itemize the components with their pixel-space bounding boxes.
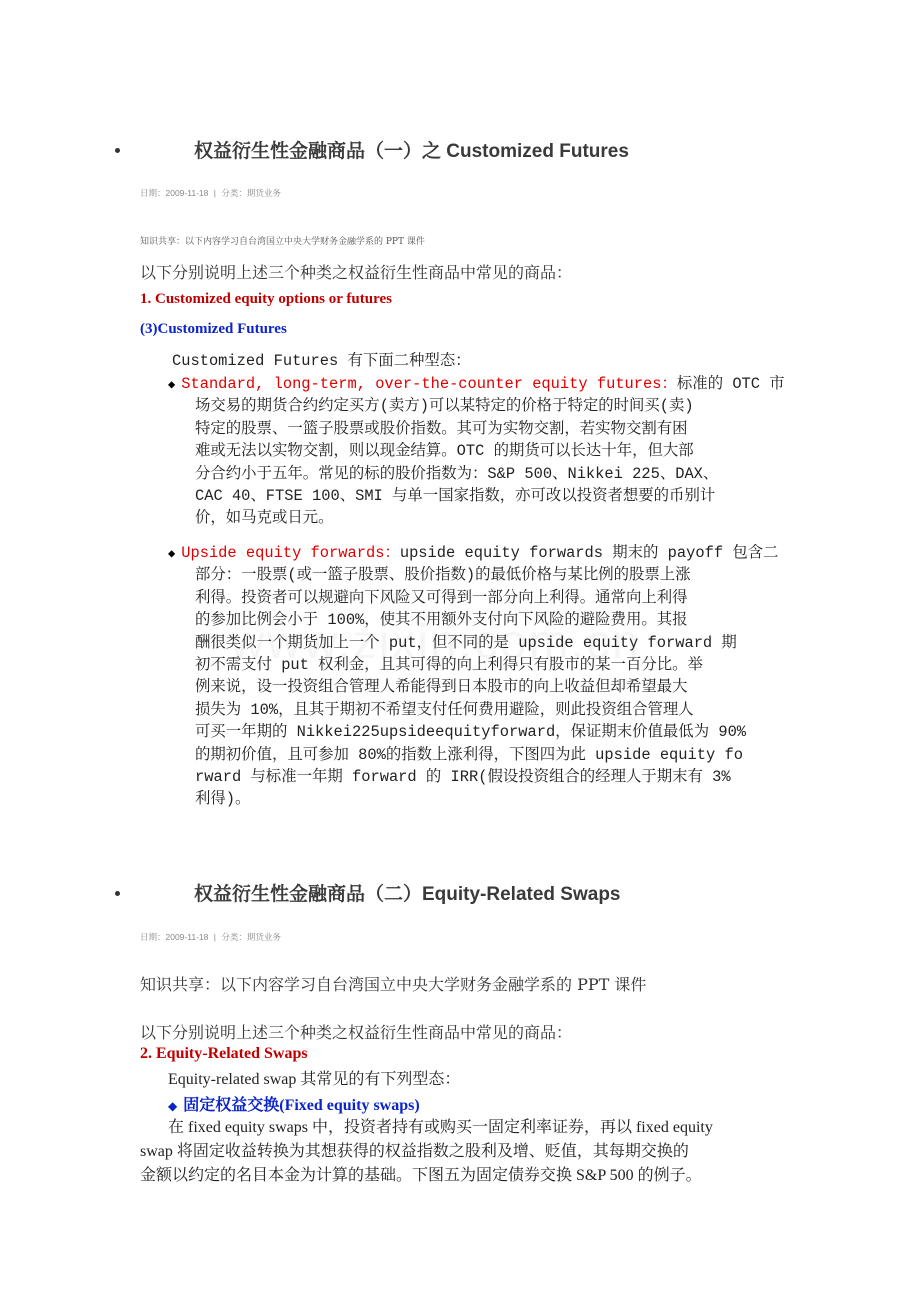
meta-separator: | [213,932,216,942]
post1-item-upside [168,542,808,811]
post-bullet [115,891,120,896]
item-label: 固定权益交换(Fixed equity swaps) [183,1097,420,1114]
diamond-bullet-icon: ◆ [168,547,176,561]
post1-note: 知识共享：以下内容学习自台湾国立中央大学财务金融学系的 PPT 课件 [140,237,425,247]
item-label: Standard, long-term, over-the-counter equity futures： [181,375,677,393]
post1-date: 日期：2009-11-18 [140,188,209,198]
item-line: 可买一年期的 Nikkei225upsideequityforward，保证期末价值最低为 90% [195,723,747,742]
post1-types-intro: Customized Futures 有下面二种型态： [172,352,471,370]
post-bullet [115,148,120,153]
item-line: 初不需支付 put 权利金，且其可得的向上利得只有股市的某一百分比。举 [195,655,703,674]
item-line: 损失为 10%，且其于期初不希望支付任何费用避险，则此投资组合管理人 [195,700,694,719]
post2-para-line: 金额以约定的名目本金为计算的基础。下图五为固定债券交换 S&P 500 的例子。 [140,1167,702,1184]
post2-para-line: swap 将固定收益转换为其想获得的权益指数之股利及增、贬值，其每期交换的 [140,1143,689,1160]
post1-title[interactable]: 权益衍生性金融商品（一）之 Customized Futures [194,141,629,162]
item-line: 利得)。 [195,790,251,809]
item-label: Upside equity forwards： [181,544,400,562]
post1-heading: 1. Customized equity options or futures [140,291,392,307]
item-line: 标准的 OTC 市 [676,375,785,393]
post2-meta [140,931,284,943]
diamond-bullet-icon: ◆ [168,1099,178,1113]
item-line: CAC 40、FTSE 100、SMI 与单一国家指数，亦可改以投资者想要的币别计 [195,486,716,505]
item-line: rward 与标准一年期 forward 的 IRR(假设投资组合的经理人于期末有 3% [195,767,731,786]
item-line: 难或无法以实物交割，则以现金结算。OTC 的期货可以长达十年，但大部 [195,442,694,461]
item-line: 部分：一股票(或一篮子股票、股价指数)的最低价格与某比例的股票上涨 [195,566,691,585]
item-line: 场交易的期货合约约定买方(卖方)可以某特定的价格于特定的时间买(卖) [195,397,694,416]
meta-separator: | [213,188,216,198]
item-line: 例来说，设一投资组合管理人希能得到日本股市的向上收益但却希望最大 [195,678,688,697]
post2-title[interactable]: 权益衍生性金融商品（二）Equity-Related Swaps [194,884,621,905]
item-line: 的期初价值，且可参加 80%的指数上涨利得，下图四为此 upside equity fo [195,745,743,764]
item-line: 酬很类似一个期货加上一个 put，但不同的是 upside equity forward 期 [195,633,737,652]
post2-heading: 2. Equity-Related Swaps [140,1045,308,1062]
item-line: 的参加比例会小于 100%，使其不用额外支付向下风险的避险费用。其报 [195,611,688,630]
post2-intro: 以下分别说明上述三个种类之权益衍生性商品中常见的商品： [140,1023,573,1042]
post2-category[interactable]: 分类：期货业务 [221,932,281,942]
diamond-bullet-icon: ◆ [168,378,176,392]
post1-subheading: (3)Customized Futures [140,321,287,337]
post1-category[interactable]: 分类：期货业务 [221,188,281,198]
item-line: 利得。投资者可以规避向下风险又可得到一部分向上利得。通常向上利得 [195,588,688,607]
post2-item-fixed [168,1092,420,1115]
item-line: 价，如马克或日元。 [195,509,334,528]
post2-types-intro: Equity-related swap 其常见的有下列型态： [168,1071,461,1088]
item-line: 特定的股票、一篮子股票或股价指数。其可为实物交割，若实物交割有困 [195,419,688,438]
post2-para-line: 在 fixed equity swaps 中，投资者持有或购买一固定利率证券，再以 fixed equity [168,1119,713,1136]
post1-meta [140,187,284,199]
item-line: 分合约小于五年。常见的标的股价指数为：S&P 500、Nikkei 225、DAX、 [195,464,719,483]
post1-intro: 以下分别说明上述三个种类之权益衍生性商品中常见的商品： [140,263,573,282]
post2-note: 知识共享：以下内容学习自台湾国立中央大学财务金融学系的 PPT 课件 [140,975,647,994]
item-line: upside equity forwards 期末的 payoff 包含二 [399,544,779,562]
post1-item-standard [168,373,808,530]
post2-date: 日期：2009-11-18 [140,932,209,942]
